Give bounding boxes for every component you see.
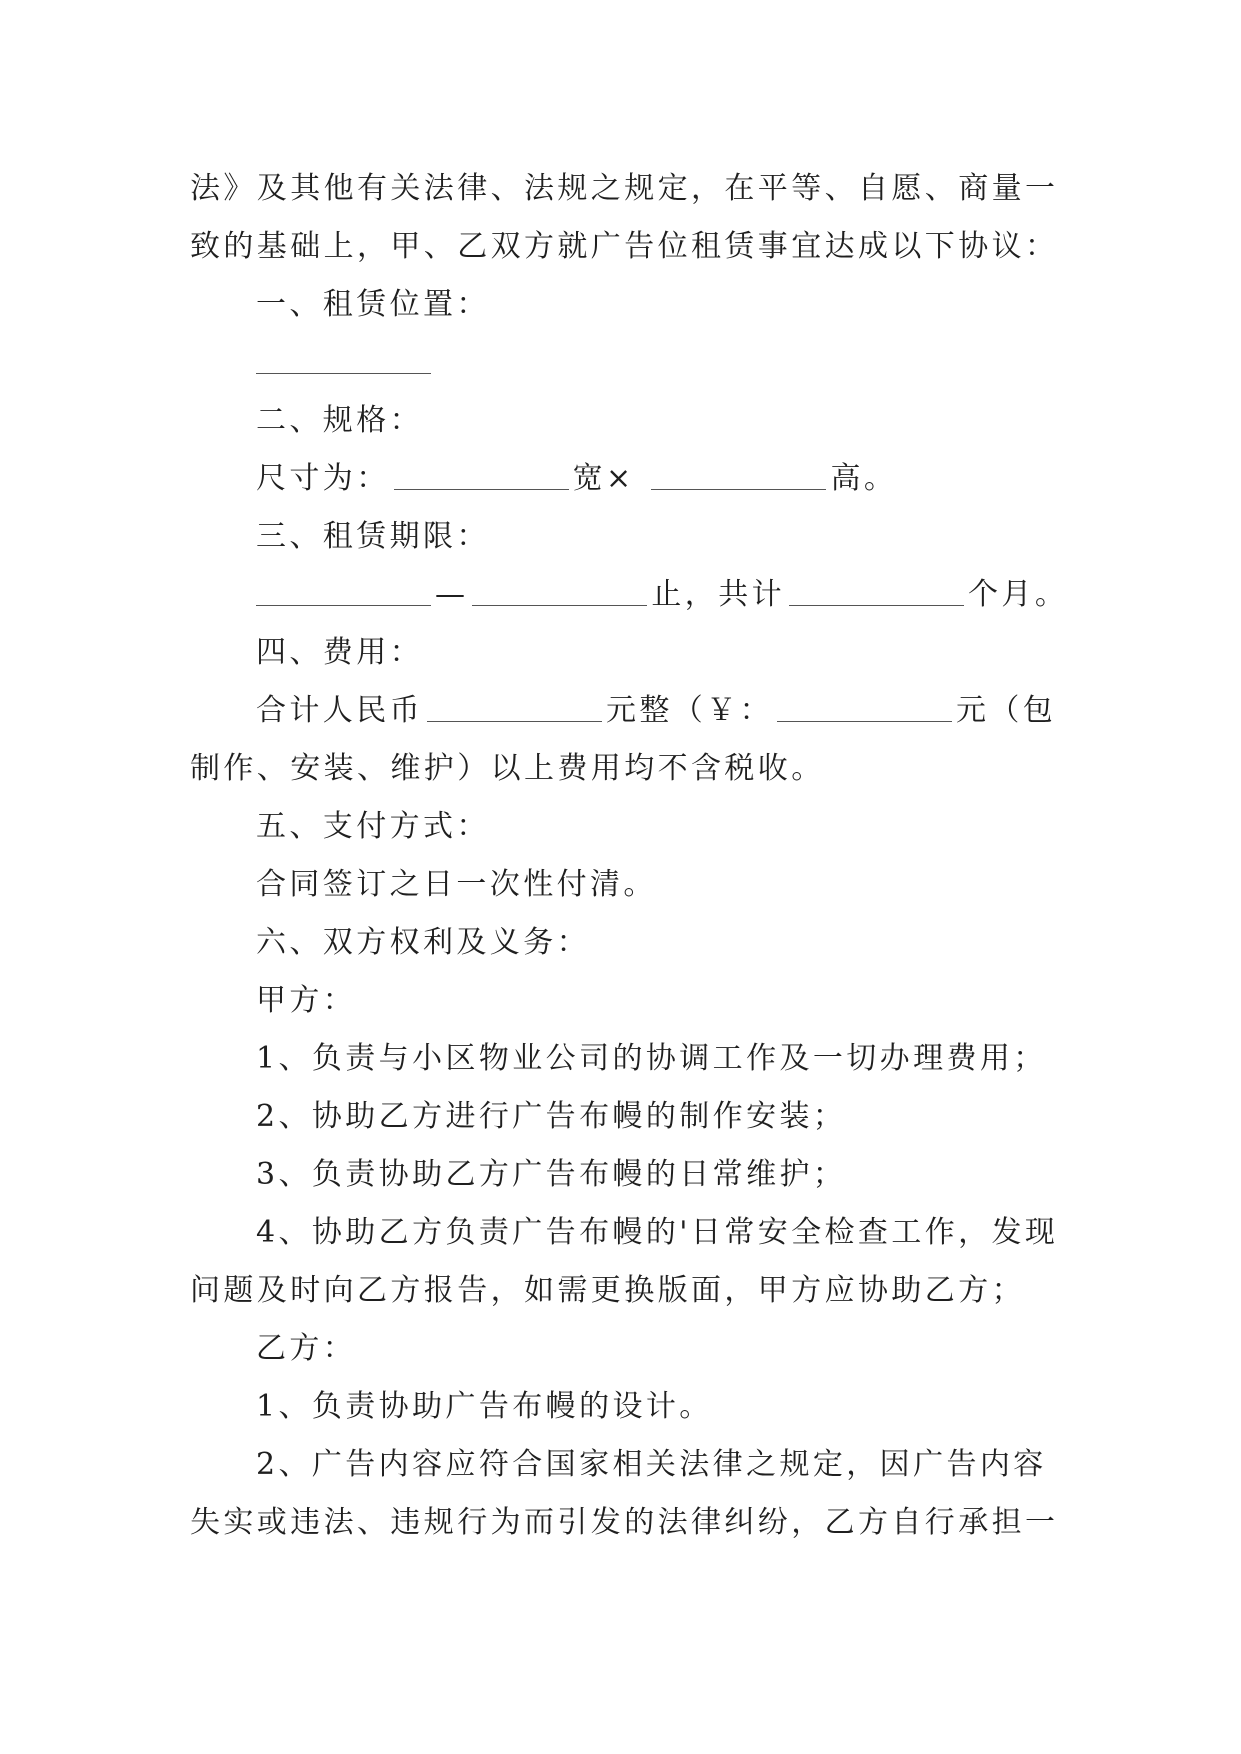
- fee-label: 合计人民币: [256, 693, 423, 728]
- section-heading-term: 三、租赁期限：: [256, 519, 490, 554]
- party-a-item-2: 2、协助乙方进行广告布幔的制作安装；: [256, 1099, 847, 1134]
- end-date-blank: [472, 575, 647, 606]
- months-unit: 个月。: [968, 577, 1069, 612]
- location-blank: [256, 343, 431, 374]
- section-heading-rights: 六、双方权利及义务：: [256, 925, 590, 960]
- text-line: 失实或违法、违规行为而引发的法律纠纷，乙方自行承担一: [190, 1505, 1059, 1540]
- size-label: 尺寸为：: [256, 461, 390, 496]
- fee-words-blank: [427, 691, 602, 722]
- party-b-item-2: 2、广告内容应符合国家相关法律之规定，因广告内容: [256, 1447, 1047, 1482]
- party-a-item-1: 1、负责与小区物业公司的协调工作及一切办理费用；: [256, 1041, 1047, 1076]
- party-a-item-3: 3、负责协助乙方广告布幔的日常维护；: [256, 1157, 847, 1192]
- party-b-label: 乙方：: [256, 1331, 357, 1366]
- section-heading-payment: 五、支付方式：: [256, 809, 490, 844]
- text-line: 致的基础上，甲、乙双方就广告位租赁事宜达成以下协议：: [190, 229, 1059, 264]
- party-b-item-1: 1、负责协助广告布幔的设计。: [256, 1389, 713, 1424]
- start-date-blank: [256, 575, 431, 606]
- section-heading-location: 一、租赁位置：: [256, 287, 490, 322]
- party-a-label: 甲方：: [256, 983, 357, 1018]
- width-unit: 宽×: [572, 461, 635, 496]
- text-line: 法》及其他有关法律、法规之规定，在平等、自愿、商量一: [190, 171, 1059, 206]
- location-blank-line: [190, 334, 1070, 392]
- fee-number-blank: [777, 691, 952, 722]
- height-unit: 高。: [830, 461, 898, 496]
- section-heading-fee: 四、费用：: [256, 635, 423, 670]
- fee-line: [190, 682, 1070, 740]
- text-line: 合同签订之日一次性付清。: [256, 867, 657, 902]
- width-blank: [394, 459, 569, 490]
- text-line: 制作、安装、维护）以上费用均不含税收。: [190, 751, 825, 786]
- fee-yuan-label: 元整（￥：: [606, 693, 773, 728]
- height-blank: [651, 459, 826, 490]
- contract-body: [190, 160, 1070, 1552]
- party-a-item-4: 4、协助乙方负责广告布幔的'日常安全检查工作，发现: [256, 1215, 1059, 1250]
- fee-end-label: 元（包: [956, 693, 1057, 728]
- months-blank: [789, 575, 964, 606]
- section-heading-spec: 二、规格：: [256, 403, 423, 438]
- term-dash: —: [435, 577, 469, 612]
- text-line: 问题及时向乙方报告，如需更换版面，甲方应协助乙方；: [190, 1273, 1025, 1308]
- term-line: [190, 566, 1070, 624]
- size-line: [190, 450, 1070, 508]
- term-end-label: 止，共计: [651, 577, 786, 612]
